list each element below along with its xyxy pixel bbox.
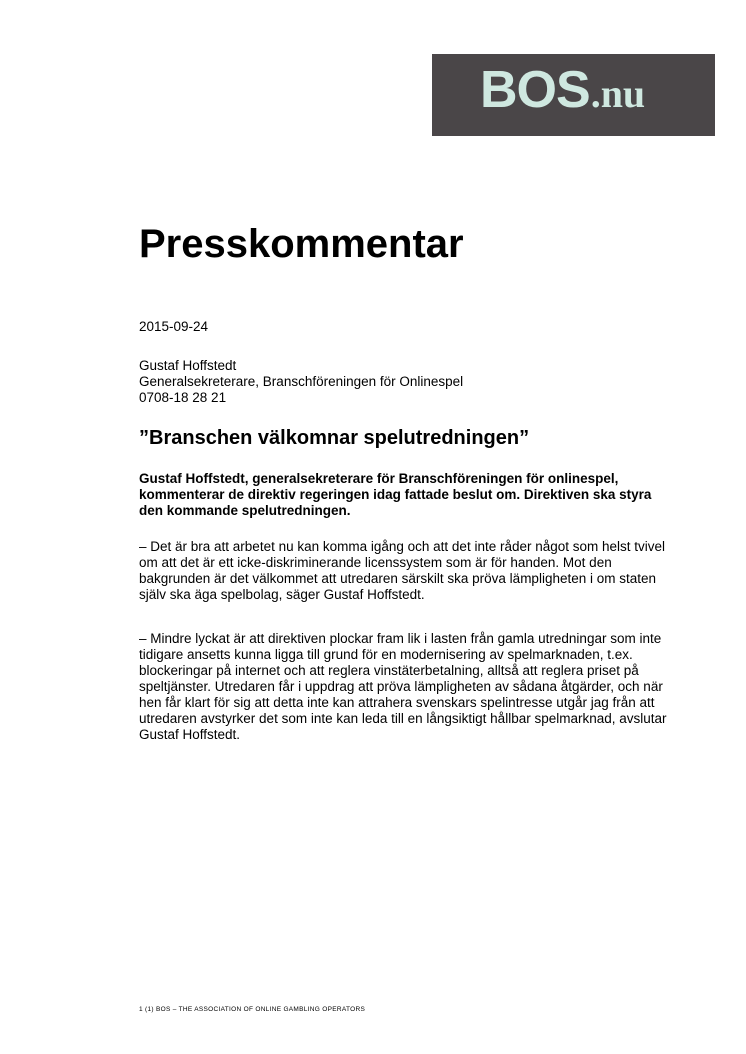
document-date: 2015-09-24: [139, 319, 209, 334]
page-title: Presskommentar: [139, 222, 464, 266]
page-footer: 1 (1) BOS – THE ASSOCIATION OF ONLINE GAMBLING OPERATORS: [139, 1006, 366, 1013]
contact-role: Generalsekreterare, Branschföreningen för Onlinespel: [139, 374, 464, 389]
contact-block: [139, 358, 463, 406]
contact-name: Gustaf Hoffstedt: [139, 358, 237, 373]
body-paragraph: – Det är bra att arbetet nu kan komma igång och att det inte råder något som helst tvivel om att det är ett icke-diskriminerande licenssystem som är för handen. Mot den bakgrunden är det välkommet att utredaren särskilt ska pröva lämpligheten i om staten själv ska äga spelbolag, säger Gustaf Hoffstedt.: [139, 539, 666, 602]
logo-main: BOS: [480, 61, 590, 119]
contact-phone: 0708-18 28 21: [139, 390, 227, 405]
logo: [432, 54, 715, 136]
logo-suffix: .nu: [590, 71, 646, 116]
body-paragraph: – Mindre lyckat är att direktiven plockar fram lik i lasten från gamla utredningar som inte tidigare ansetts kunna ligga till grund för en modernisering av spelmarknaden, t.ex. blockeringar på internet och att reglera vinstäterbetalning, alltså att reglera priset på speltjänster. Utredaren får i uppdrag att pröva lämpligheten av sådana åtgärder, och när hen får klart för sig att detta inte kan attrahera svenskars spelintresse utgår jag från att utredaren avstyrker det som inte kan leda till en långsiktigt hållbar spelmarknad, avslutar Gustaf Hoffstedt.: [139, 631, 667, 742]
headline: ”Branschen välkomnar spelutredningen”: [139, 427, 530, 449]
logo-text: [480, 60, 645, 124]
lead-paragraph: Gustaf Hoffstedt, generalsekreterare för Branschföreningen för onlinespel, kommenterar de direktiv regeringen idag fattade beslut om. Direktiven ska styra den kommande spelutredningen.: [139, 471, 652, 518]
